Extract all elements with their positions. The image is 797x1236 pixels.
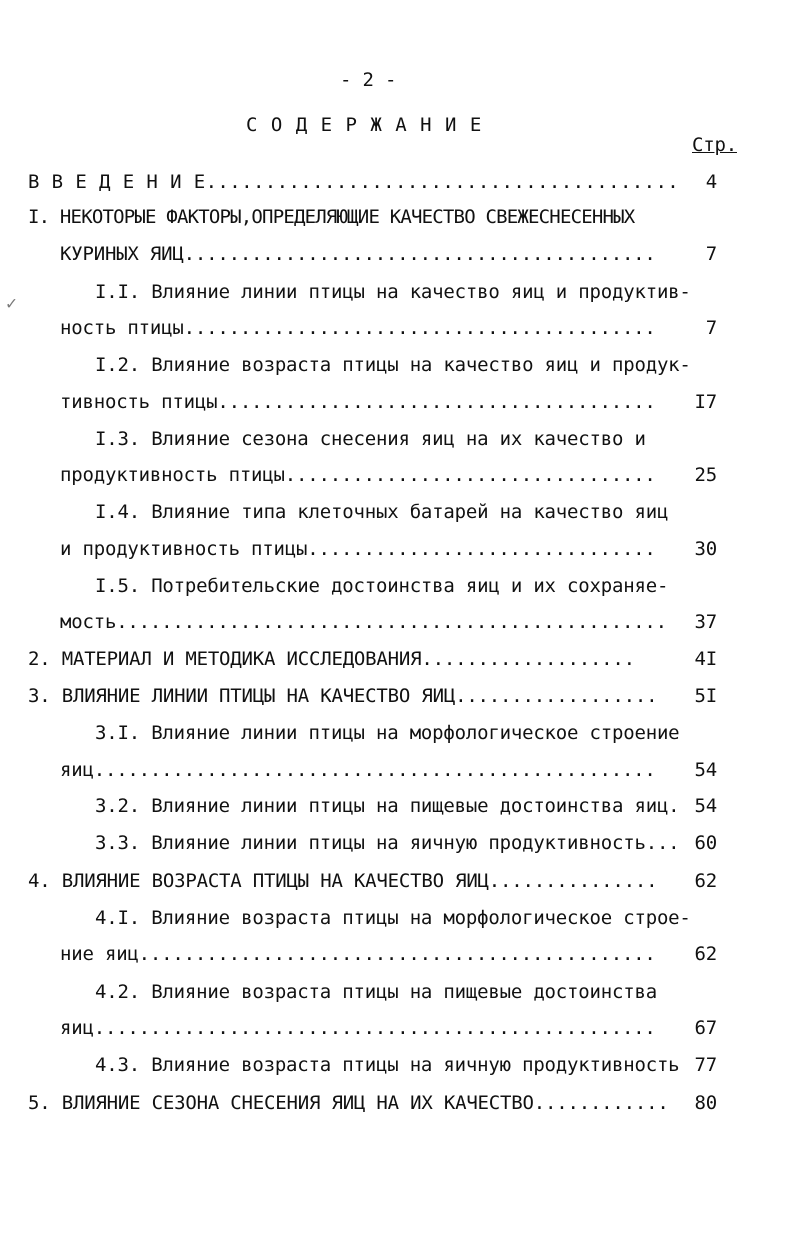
toc-entry-text: мость................................................. [60, 611, 667, 633]
toc-entry-page: 4I [694, 648, 717, 670]
page-title: С О Д Е Р Ж А Н И Е [246, 114, 483, 136]
toc-entry-page: 5I [694, 685, 717, 707]
toc-entry-text: ность птицы.......................................... [60, 317, 656, 339]
toc-entry-text: I.I. Влияние линии птицы на качество яиц и продуктив- [95, 281, 691, 303]
toc-entry-text: I.3. Влияние сезона снесения яиц на их качество и [95, 428, 646, 450]
toc-entry-text: 4.I. Влияние возраста птицы на морфологическое строе- [95, 907, 691, 929]
toc-entry-page: 60 [694, 832, 717, 854]
toc-entry-page: I7 [694, 391, 717, 413]
toc-entry-text: и продуктивность птицы............................... [60, 538, 656, 560]
toc-entry-text: 4.3. Влияние возраста птицы на яичную продуктивность [95, 1054, 680, 1076]
toc-entry-text: I.5. Потребительские достоинства яиц и их сохраняе- [95, 575, 669, 597]
toc-entry-page: 54 [694, 795, 717, 817]
toc-entry-text: яиц.................................................. [60, 759, 656, 781]
toc-entry-page: 4 [705, 171, 717, 193]
toc-entry-text: В В Е Д Е Н И Е........................................ [28, 171, 680, 193]
toc-entry-page: 77 [694, 1054, 717, 1076]
toc-entry-page: 54 [694, 759, 717, 781]
toc-entry-page: 7 [705, 243, 717, 265]
toc-entry-text: КУРИНЫХ ЯИЦ.......................................... [60, 243, 656, 265]
margin-check-mark: ✓ [6, 293, 17, 314]
toc-entry-text: продуктивность птицы................................. [60, 464, 656, 486]
toc-entry-page: 67 [694, 1017, 717, 1039]
toc-entry-text: тивность птицы....................................... [60, 391, 656, 413]
toc-entry-text: I.4. Влияние типа клеточных батарей на качество яиц [95, 501, 669, 523]
toc-entry-page: 7 [705, 317, 717, 339]
toc-entry-text: 3.3. Влияние линии птицы на яичную продуктивность... [95, 832, 680, 854]
toc-entry-text: яиц.................................................. [60, 1017, 656, 1039]
toc-entry-page: 30 [694, 538, 717, 560]
toc-entry-text: ние яиц.............................................. [60, 943, 656, 965]
toc-entry-text: 4. ВЛИЯНИЕ ВОЗРАСТА ПТИЦЫ НА КАЧЕСТВО ЯИЦ............... [28, 870, 658, 892]
toc-entry-text: 3.2. Влияние линии птицы на пищевые достоинства яиц. [95, 795, 680, 817]
toc-entry-text: 3.I. Влияние линии птицы на морфологическое строение [95, 722, 680, 744]
toc-entry-text: 3. ВЛИЯНИЕ ЛИНИИ ПТИЦЫ НА КАЧЕСТВО ЯИЦ.................. [28, 685, 658, 707]
toc-entry-page: 62 [694, 870, 717, 892]
page-number: - 2 - [340, 69, 397, 91]
toc-entry-page: 62 [694, 943, 717, 965]
toc-entry-page: 25 [694, 464, 717, 486]
toc-entry-text: I. НЕКОТОРЫЕ ФАКТОРЫ,ОПРЕДЕЛЯЮЩИЕ КАЧЕСТВО СВЕЖЕСНЕСЕННЫХ [28, 206, 635, 228]
toc-entry-text: 4.2. Влияние возраста птицы на пищевые достоинства [95, 981, 657, 1003]
toc-entry-text: I.2. Влияние возраста птицы на качество яиц и продук- [95, 354, 691, 376]
toc-entry-text: 2. МАТЕРИАЛ И МЕТОДИКА ИССЛЕДОВАНИЯ................... [28, 648, 635, 670]
toc-entry-page: 37 [694, 611, 717, 633]
toc-entry-page: 80 [694, 1092, 717, 1114]
toc-entry-text: 5. ВЛИЯНИЕ СЕЗОНА СНЕСЕНИЯ ЯИЦ НА ИХ КАЧЕСТВО............ [28, 1092, 669, 1114]
page-column-header: Стр. [692, 134, 737, 156]
